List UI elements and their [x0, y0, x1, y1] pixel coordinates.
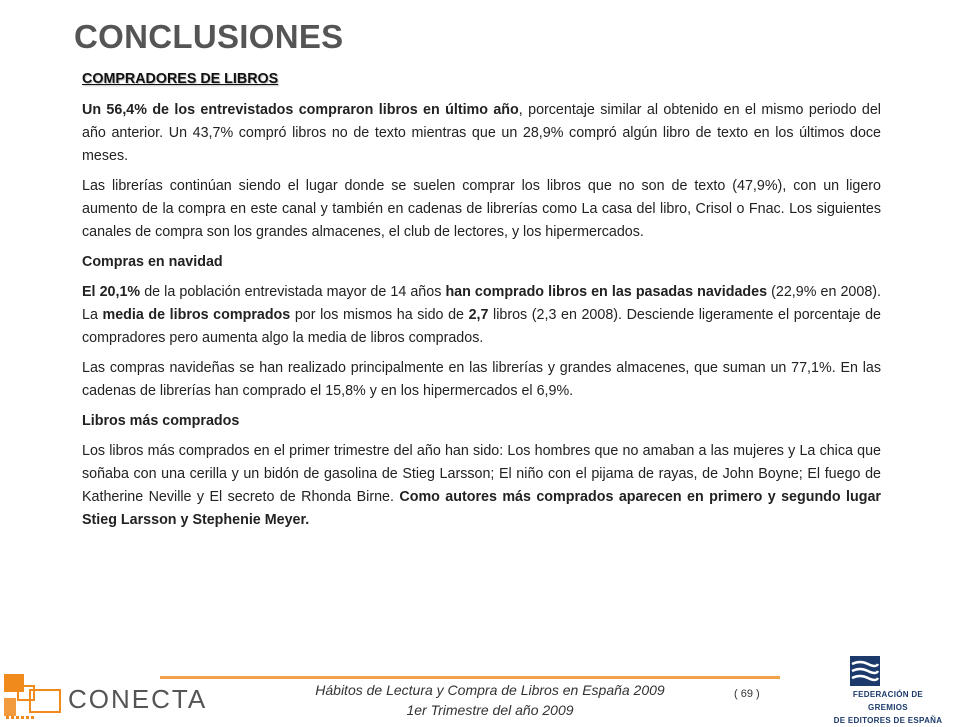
paragraph-span: Los libros más comprados en el primer trimestre del año han sido: Los hombres que no amaban a las mujeres y La chica que soñaba con una cerilla y un bidón de gasolina de Stieg Larsson; El niño con el pijama de rayas, de John Boyne; El fuego de Katherine Neville y El secreto de Rhonda Birne. [82, 443, 881, 505]
paragraph-bold-span: han comprado libros en las pasadas navidades [445, 284, 768, 300]
footer-line-2: 1er Trimestre del año 2009 [406, 702, 574, 718]
content-body [82, 68, 881, 539]
paragraph-span: por los mismos ha sido de [290, 307, 469, 323]
paragraph-navidad-1 [82, 281, 881, 350]
footer-line-1: Hábitos de Lectura y Compra de Libros en España 2009 [315, 682, 665, 698]
paragraph-navidad-2: Las compras navideñas se han realizado principalmente en las librerías y grandes almacenes, que suman un 77,1%. En las cadenas de librerías han comprado el 15,8% y en los hipermercados el 6,9%. [82, 360, 881, 399]
paragraph-compradores-2: Las librerías continúan siendo el lugar donde se suelen comprar los libros que no son de texto (47,9%), con un ligero aumento de la compra en este canal y también en cadenas de librerías como La casa del libro, Crisol o Fnac. Los siguientes canales de compra son los grandes almacenes, el club de lectores, y los hipermercados. [82, 178, 881, 240]
paragraph-bold-span: 2,7 [468, 307, 489, 323]
fge-line-2: DE EDITORES DE ESPAÑA [833, 716, 943, 725]
paragraph-span: , porcentaje similar al obtenido en el mismo periodo del año anterior. Un 43,7% compró libros no de texto mientras que un 28,9% compró algún libro de texto en los últimos doce meses. [82, 102, 881, 164]
paragraph-bold-span: Un 56,4% de los entrevistados compraron libros en último año [82, 102, 519, 118]
paragraph-bold-span: Como autores más comprados aparecen en primero y segundo lugar Stieg Larsson y Stephenie Meyer. [82, 489, 881, 528]
page-number: ( 69 ) [734, 688, 760, 700]
paragraph-compradores-1 [82, 99, 881, 168]
footer-caption [260, 680, 720, 720]
conecta-wordmark: CONECTA [68, 684, 208, 714]
fge-line-1: FEDERACIÓN DE GREMIOS [852, 690, 924, 712]
conecta-logo [0, 672, 230, 720]
footer-divider [160, 676, 780, 679]
section-heading-compradores: COMPRADORES DE LIBROS [82, 71, 279, 87]
paragraph-bold-span: El 20,1% [82, 284, 141, 300]
fge-caption [833, 688, 943, 727]
section-heading-navidad: Compras en navidad [82, 254, 223, 270]
paragraph-span: de la población entrevistada mayor de 14 años [140, 284, 446, 300]
page-title: CONCLUSIONES [74, 18, 344, 55]
paragraph-libros-1 [82, 440, 881, 532]
section-heading-libros: Libros más comprados [82, 413, 240, 429]
paragraph-span: (22,9% en 2008). La [82, 284, 882, 323]
paragraph-span: libros (2,3 en 2008). Desciende ligeramente el porcentaje de compradores pero aumenta algo la media de libros comprados. [82, 307, 881, 346]
paragraph-bold-span: media de libros comprados [102, 307, 291, 323]
